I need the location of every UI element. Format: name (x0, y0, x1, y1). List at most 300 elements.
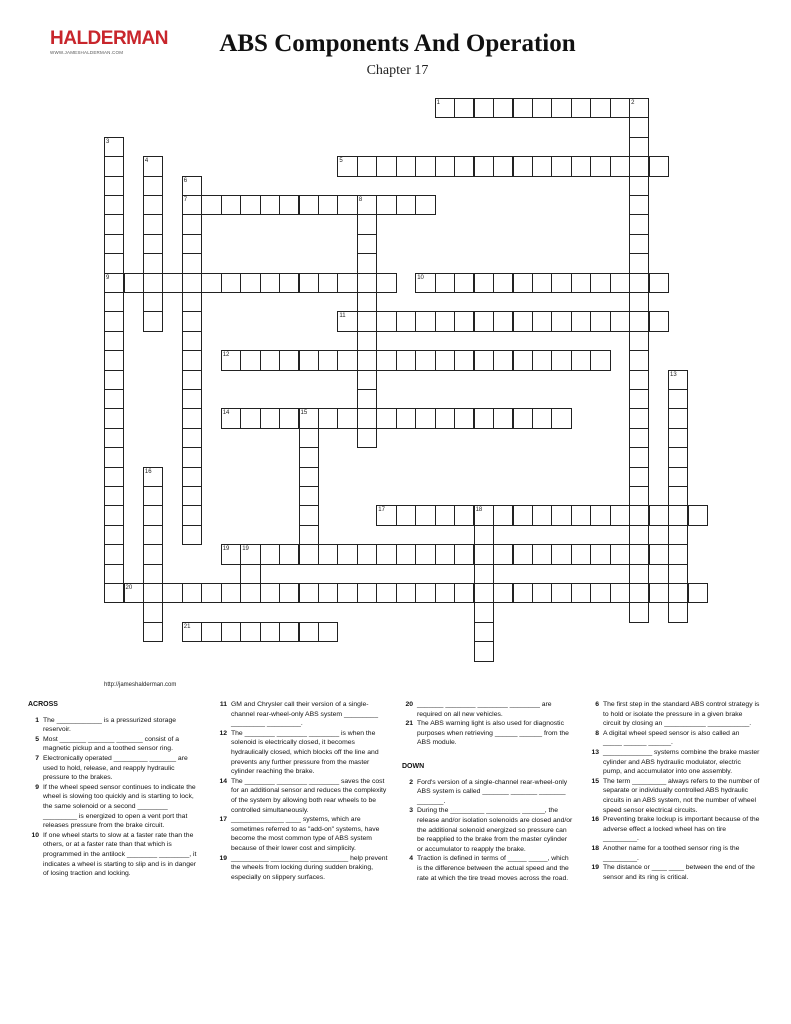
grid-cell[interactable] (435, 273, 455, 293)
grid-cell[interactable] (104, 583, 124, 603)
grid-cell[interactable] (318, 544, 338, 564)
grid-cell[interactable] (474, 622, 494, 642)
grid-cell[interactable] (571, 583, 591, 603)
grid-cell[interactable] (590, 156, 610, 176)
grid-cell[interactable] (629, 389, 649, 409)
grid-cell[interactable] (551, 156, 571, 176)
grid-cell[interactable] (493, 98, 513, 118)
grid-cell[interactable] (551, 408, 571, 428)
grid-cell[interactable] (143, 292, 163, 312)
grid-cell[interactable] (551, 98, 571, 118)
grid-cell[interactable] (182, 583, 202, 603)
grid-cell[interactable] (435, 408, 455, 428)
grid-cell[interactable] (260, 544, 280, 564)
grid-cell[interactable] (182, 311, 202, 331)
grid-cell[interactable] (629, 505, 649, 525)
grid-cell[interactable] (474, 525, 494, 545)
grid-cell[interactable] (396, 408, 416, 428)
grid-cell[interactable] (513, 273, 533, 293)
grid-cell[interactable] (474, 311, 494, 331)
grid-cell[interactable] (649, 505, 669, 525)
grid-cell[interactable] (532, 583, 552, 603)
grid-cell[interactable] (474, 156, 494, 176)
grid-cell[interactable] (104, 214, 124, 234)
grid-cell[interactable] (668, 486, 688, 506)
grid-cell[interactable] (104, 311, 124, 331)
grid-cell[interactable] (415, 350, 435, 370)
grid-cell[interactable] (337, 408, 357, 428)
grid-cell[interactable] (260, 350, 280, 370)
grid-cell[interactable] (104, 156, 124, 176)
grid-cell[interactable] (104, 408, 124, 428)
grid-cell[interactable] (182, 505, 202, 525)
grid-cell[interactable] (629, 117, 649, 137)
grid-cell[interactable] (143, 525, 163, 545)
grid-cell[interactable] (493, 408, 513, 428)
grid-cell[interactable] (551, 583, 571, 603)
grid-cell[interactable] (610, 583, 630, 603)
grid-cell[interactable] (629, 234, 649, 254)
grid-cell[interactable] (629, 137, 649, 157)
grid-cell[interactable] (357, 273, 377, 293)
grid-cell[interactable] (299, 467, 319, 487)
grid-cell[interactable] (337, 311, 357, 331)
grid-cell[interactable] (299, 350, 319, 370)
grid-cell[interactable] (629, 253, 649, 273)
grid-cell[interactable] (337, 156, 357, 176)
grid-cell[interactable] (610, 98, 630, 118)
grid-cell[interactable] (629, 467, 649, 487)
grid-cell[interactable] (299, 486, 319, 506)
grid-cell[interactable] (668, 505, 688, 525)
grid-cell[interactable] (571, 350, 591, 370)
grid-cell[interactable] (376, 544, 396, 564)
grid-cell[interactable] (337, 583, 357, 603)
grid-cell[interactable] (435, 156, 455, 176)
grid-cell[interactable] (279, 408, 299, 428)
grid-cell[interactable] (221, 583, 241, 603)
grid-cell[interactable] (551, 311, 571, 331)
grid-cell[interactable] (513, 98, 533, 118)
grid-cell[interactable] (299, 428, 319, 448)
grid-cell[interactable] (357, 253, 377, 273)
grid-cell[interactable] (143, 311, 163, 331)
grid-cell[interactable] (162, 273, 182, 293)
grid-cell[interactable] (532, 350, 552, 370)
grid-cell[interactable] (610, 505, 630, 525)
grid-cell[interactable] (629, 176, 649, 196)
grid-cell[interactable] (551, 505, 571, 525)
grid-cell[interactable] (357, 331, 377, 351)
grid-cell[interactable] (493, 583, 513, 603)
grid-cell[interactable] (396, 583, 416, 603)
grid-cell[interactable] (279, 195, 299, 215)
grid-cell[interactable] (629, 486, 649, 506)
grid-cell[interactable] (182, 214, 202, 234)
grid-cell[interactable] (454, 583, 474, 603)
grid-cell[interactable] (415, 544, 435, 564)
grid-cell[interactable] (182, 331, 202, 351)
grid-cell[interactable] (240, 408, 260, 428)
grid-cell[interactable] (104, 486, 124, 506)
grid-cell[interactable] (396, 195, 416, 215)
grid-cell[interactable] (240, 350, 260, 370)
grid-cell[interactable] (143, 486, 163, 506)
grid-cell[interactable] (357, 350, 377, 370)
grid-cell[interactable] (435, 311, 455, 331)
grid-cell[interactable] (143, 176, 163, 196)
grid-cell[interactable] (240, 583, 260, 603)
grid-cell[interactable] (318, 350, 338, 370)
grid-cell[interactable] (629, 370, 649, 390)
grid-cell[interactable] (474, 273, 494, 293)
grid-cell[interactable] (104, 292, 124, 312)
grid-cell[interactable] (182, 370, 202, 390)
grid-cell[interactable] (221, 622, 241, 642)
grid-cell[interactable] (143, 253, 163, 273)
grid-cell[interactable] (629, 195, 649, 215)
grid-cell[interactable] (590, 505, 610, 525)
grid-cell[interactable] (279, 622, 299, 642)
grid-cell[interactable] (240, 195, 260, 215)
grid-cell[interactable] (629, 331, 649, 351)
grid-cell[interactable] (104, 447, 124, 467)
grid-cell[interactable] (143, 564, 163, 584)
grid-cell[interactable] (376, 505, 396, 525)
grid-cell[interactable] (571, 505, 591, 525)
grid-cell[interactable] (396, 505, 416, 525)
grid-cell[interactable] (649, 273, 669, 293)
grid-cell[interactable] (435, 505, 455, 525)
grid-cell[interactable] (668, 602, 688, 622)
grid-cell[interactable] (532, 505, 552, 525)
grid-cell[interactable] (357, 292, 377, 312)
grid-cell[interactable] (376, 311, 396, 331)
grid-cell[interactable] (104, 505, 124, 525)
grid-cell[interactable] (571, 544, 591, 564)
grid-cell[interactable] (279, 583, 299, 603)
grid-cell[interactable] (474, 564, 494, 584)
grid-cell[interactable] (668, 525, 688, 545)
grid-cell[interactable] (143, 214, 163, 234)
grid-cell[interactable] (182, 195, 202, 215)
grid-cell[interactable] (201, 195, 221, 215)
grid-cell[interactable] (649, 156, 669, 176)
grid-cell[interactable] (376, 408, 396, 428)
grid-cell[interactable] (182, 176, 202, 196)
grid-cell[interactable] (104, 273, 124, 293)
grid-cell[interactable] (493, 505, 513, 525)
grid-cell[interactable] (513, 311, 533, 331)
grid-cell[interactable] (357, 311, 377, 331)
grid-cell[interactable] (221, 544, 241, 564)
grid-cell[interactable] (357, 195, 377, 215)
grid-cell[interactable] (318, 195, 338, 215)
grid-cell[interactable] (610, 156, 630, 176)
grid-cell[interactable] (182, 292, 202, 312)
grid-cell[interactable] (396, 311, 416, 331)
grid-cell[interactable] (668, 467, 688, 487)
grid-cell[interactable] (571, 156, 591, 176)
grid-cell[interactable] (357, 389, 377, 409)
grid-cell[interactable] (396, 350, 416, 370)
grid-cell[interactable] (104, 564, 124, 584)
grid-cell[interactable] (435, 350, 455, 370)
grid-cell[interactable] (182, 525, 202, 545)
grid-cell[interactable] (396, 544, 416, 564)
grid-cell[interactable] (337, 350, 357, 370)
grid-cell[interactable] (182, 428, 202, 448)
grid-cell[interactable] (104, 137, 124, 157)
grid-cell[interactable] (182, 389, 202, 409)
grid-cell[interactable] (299, 273, 319, 293)
grid-cell[interactable] (143, 195, 163, 215)
grid-cell[interactable] (493, 273, 513, 293)
grid-cell[interactable] (415, 408, 435, 428)
grid-cell[interactable] (610, 544, 630, 564)
grid-cell[interactable] (240, 564, 260, 584)
grid-cell[interactable] (143, 156, 163, 176)
grid-cell[interactable] (357, 583, 377, 603)
grid-cell[interactable] (493, 156, 513, 176)
grid-cell[interactable] (240, 273, 260, 293)
grid-cell[interactable] (221, 408, 241, 428)
grid-cell[interactable] (474, 350, 494, 370)
grid-cell[interactable] (590, 583, 610, 603)
grid-cell[interactable] (415, 505, 435, 525)
grid-cell[interactable] (629, 564, 649, 584)
grid-cell[interactable] (260, 273, 280, 293)
grid-cell[interactable] (337, 544, 357, 564)
grid-cell[interactable] (590, 544, 610, 564)
grid-cell[interactable] (571, 273, 591, 293)
grid-cell[interactable] (474, 408, 494, 428)
grid-cell[interactable] (454, 505, 474, 525)
grid-cell[interactable] (143, 622, 163, 642)
grid-cell[interactable] (201, 583, 221, 603)
grid-cell[interactable] (221, 195, 241, 215)
grid-cell[interactable] (532, 98, 552, 118)
grid-cell[interactable] (337, 195, 357, 215)
grid-cell[interactable] (474, 505, 494, 525)
grid-cell[interactable] (454, 273, 474, 293)
grid-cell[interactable] (551, 350, 571, 370)
grid-cell[interactable] (221, 273, 241, 293)
grid-cell[interactable] (474, 98, 494, 118)
grid-cell[interactable] (629, 311, 649, 331)
grid-cell[interactable] (299, 583, 319, 603)
grid-cell[interactable] (532, 311, 552, 331)
grid-cell[interactable] (513, 408, 533, 428)
grid-cell[interactable] (668, 389, 688, 409)
grid-cell[interactable] (668, 564, 688, 584)
grid-cell[interactable] (104, 195, 124, 215)
grid-cell[interactable] (201, 273, 221, 293)
grid-cell[interactable] (610, 311, 630, 331)
grid-cell[interactable] (629, 428, 649, 448)
grid-cell[interactable] (143, 602, 163, 622)
grid-cell[interactable] (396, 156, 416, 176)
grid-cell[interactable] (357, 214, 377, 234)
grid-cell[interactable] (513, 156, 533, 176)
grid-cell[interactable] (513, 505, 533, 525)
grid-cell[interactable] (279, 273, 299, 293)
grid-cell[interactable] (182, 486, 202, 506)
grid-cell[interactable] (474, 544, 494, 564)
grid-cell[interactable] (318, 583, 338, 603)
grid-cell[interactable] (104, 253, 124, 273)
grid-cell[interactable] (104, 370, 124, 390)
grid-cell[interactable] (415, 156, 435, 176)
grid-cell[interactable] (318, 622, 338, 642)
grid-cell[interactable] (629, 525, 649, 545)
grid-cell[interactable] (376, 350, 396, 370)
grid-cell[interactable] (240, 544, 260, 564)
grid-cell[interactable] (649, 311, 669, 331)
grid-cell[interactable] (143, 234, 163, 254)
grid-cell[interactable] (668, 370, 688, 390)
grid-cell[interactable] (104, 234, 124, 254)
grid-cell[interactable] (299, 505, 319, 525)
grid-cell[interactable] (124, 583, 144, 603)
grid-cell[interactable] (357, 408, 377, 428)
grid-cell[interactable] (279, 350, 299, 370)
grid-cell[interactable] (474, 641, 494, 661)
grid-cell[interactable] (162, 583, 182, 603)
grid-cell[interactable] (571, 98, 591, 118)
grid-cell[interactable] (610, 273, 630, 293)
grid-cell[interactable] (182, 253, 202, 273)
grid-cell[interactable] (688, 583, 708, 603)
grid-cell[interactable] (143, 273, 163, 293)
grid-cell[interactable] (454, 98, 474, 118)
grid-cell[interactable] (260, 408, 280, 428)
grid-cell[interactable] (260, 195, 280, 215)
grid-cell[interactable] (590, 350, 610, 370)
grid-cell[interactable] (590, 311, 610, 331)
grid-cell[interactable] (182, 273, 202, 293)
grid-cell[interactable] (124, 273, 144, 293)
grid-cell[interactable] (629, 447, 649, 467)
grid-cell[interactable] (454, 311, 474, 331)
grid-cell[interactable] (240, 622, 260, 642)
grid-cell[interactable] (415, 311, 435, 331)
grid-cell[interactable] (493, 544, 513, 564)
grid-cell[interactable] (376, 195, 396, 215)
grid-cell[interactable] (532, 544, 552, 564)
grid-cell[interactable] (337, 273, 357, 293)
grid-cell[interactable] (454, 350, 474, 370)
grid-cell[interactable] (104, 350, 124, 370)
grid-cell[interactable] (182, 408, 202, 428)
grid-cell[interactable] (668, 408, 688, 428)
grid-cell[interactable] (493, 350, 513, 370)
grid-cell[interactable] (532, 408, 552, 428)
grid-cell[interactable] (415, 583, 435, 603)
grid-cell[interactable] (299, 447, 319, 467)
grid-cell[interactable] (182, 447, 202, 467)
grid-cell[interactable] (182, 622, 202, 642)
grid-cell[interactable] (104, 389, 124, 409)
grid-cell[interactable] (474, 583, 494, 603)
grid-cell[interactable] (357, 428, 377, 448)
grid-cell[interactable] (182, 234, 202, 254)
grid-cell[interactable] (629, 98, 649, 118)
grid-cell[interactable] (201, 622, 221, 642)
grid-cell[interactable] (513, 544, 533, 564)
grid-cell[interactable] (629, 544, 649, 564)
grid-cell[interactable] (279, 544, 299, 564)
grid-cell[interactable] (629, 350, 649, 370)
grid-cell[interactable] (668, 428, 688, 448)
grid-cell[interactable] (532, 273, 552, 293)
grid-cell[interactable] (376, 583, 396, 603)
grid-cell[interactable] (454, 544, 474, 564)
grid-cell[interactable] (629, 292, 649, 312)
grid-cell[interactable] (260, 622, 280, 642)
grid-cell[interactable] (182, 350, 202, 370)
grid-cell[interactable] (454, 156, 474, 176)
grid-cell[interactable] (299, 622, 319, 642)
grid-cell[interactable] (318, 273, 338, 293)
grid-cell[interactable] (668, 583, 688, 603)
grid-cell[interactable] (435, 583, 455, 603)
grid-cell[interactable] (493, 311, 513, 331)
grid-cell[interactable] (376, 156, 396, 176)
grid-cell[interactable] (629, 583, 649, 603)
grid-cell[interactable] (104, 331, 124, 351)
grid-cell[interactable] (104, 467, 124, 487)
grid-cell[interactable] (649, 583, 669, 603)
grid-cell[interactable] (435, 544, 455, 564)
grid-cell[interactable] (513, 350, 533, 370)
grid-cell[interactable] (104, 544, 124, 564)
grid-cell[interactable] (551, 544, 571, 564)
grid-cell[interactable] (551, 273, 571, 293)
grid-cell[interactable] (299, 408, 319, 428)
grid-cell[interactable] (143, 583, 163, 603)
grid-cell[interactable] (104, 176, 124, 196)
grid-cell[interactable] (590, 98, 610, 118)
grid-cell[interactable] (454, 408, 474, 428)
grid-cell[interactable] (357, 234, 377, 254)
grid-cell[interactable] (357, 156, 377, 176)
grid-cell[interactable] (629, 273, 649, 293)
grid-cell[interactable] (532, 156, 552, 176)
grid-cell[interactable] (182, 467, 202, 487)
grid-cell[interactable] (104, 525, 124, 545)
grid-cell[interactable] (299, 525, 319, 545)
grid-cell[interactable] (474, 602, 494, 622)
grid-cell[interactable] (104, 428, 124, 448)
grid-cell[interactable] (357, 370, 377, 390)
grid-cell[interactable] (221, 350, 241, 370)
grid-cell[interactable] (688, 505, 708, 525)
grid-cell[interactable] (299, 195, 319, 215)
grid-cell[interactable] (318, 408, 338, 428)
grid-cell[interactable] (668, 544, 688, 564)
grid-cell[interactable] (143, 544, 163, 564)
grid-cell[interactable] (629, 214, 649, 234)
grid-cell[interactable] (299, 544, 319, 564)
grid-cell[interactable] (590, 273, 610, 293)
grid-cell[interactable] (143, 505, 163, 525)
grid-cell[interactable] (435, 98, 455, 118)
grid-cell[interactable] (513, 583, 533, 603)
grid-cell[interactable] (649, 544, 669, 564)
grid-cell[interactable] (629, 408, 649, 428)
grid-cell[interactable] (571, 311, 591, 331)
